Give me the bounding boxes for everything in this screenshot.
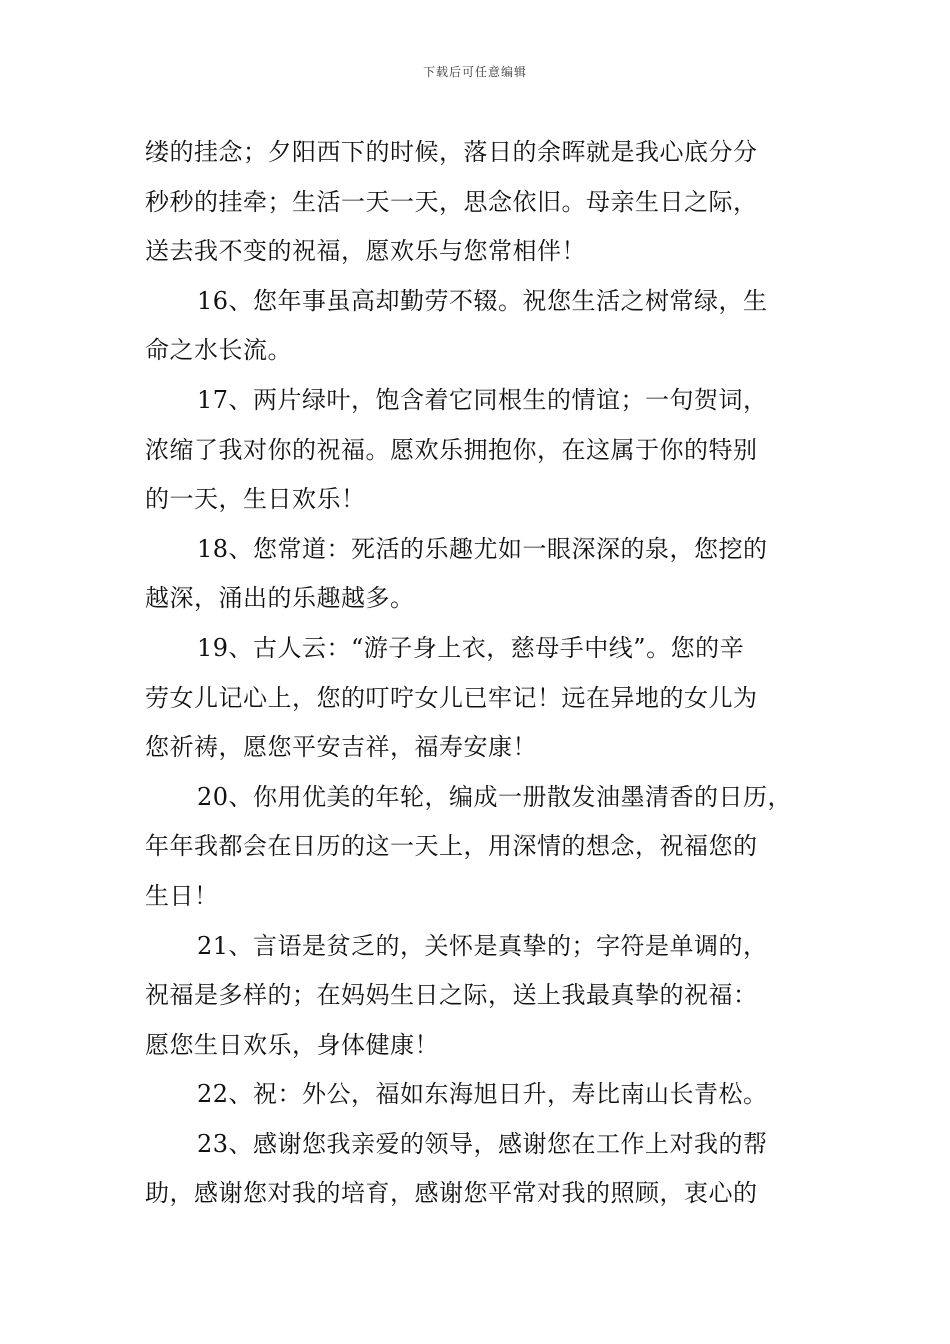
text-line: 秒秒的挂牵；生活一天一天，思念依旧。母亲生日之际， (145, 187, 758, 216)
text-line: 祝福是多样的；在妈妈生日之际，送上我最真挚的祝福： (145, 981, 758, 1010)
paragraph-22-start: 22、祝：外公，福如东海旭日升，寿比南山长青松。 (197, 1080, 768, 1109)
text-line: 您祈祷，愿您平安吉祥，福寿安康！ (145, 733, 537, 762)
text-line: 愿您生日欢乐，身体健康！ (145, 1030, 439, 1059)
text-line: 生日！ (145, 881, 219, 910)
paragraph-18-start: 18、您常道：死活的乐趣尤如一眼深深的泉，您挖的 (197, 534, 768, 563)
paragraph-16-start: 16、您年事虽高却勤劳不辍。祝您生活之树常绿，生 (197, 286, 768, 315)
paragraph-20-start: 20、你用优美的年轮，编成一册散发油墨清香的日历， (197, 782, 793, 811)
text-line: 送去我不变的祝福，愿欢乐与您常相伴！ (145, 237, 586, 266)
paragraph-17-start: 17、两片绿叶，饱含着它同根生的情谊；一句贺词， (197, 385, 768, 414)
paragraph-23-start: 23、感谢您我亲爱的领导，感谢您在工作上对我的帮 (197, 1129, 768, 1158)
paragraph-19-start: 19、古人云：“游子身上衣，慈母手中线”。您的辛 (197, 633, 745, 662)
text-line: 的一天，生日欢乐！ (145, 485, 366, 514)
text-line: 劳女儿记心上，您的叮咛女儿已牢记！远在异地的女儿为 (145, 683, 758, 712)
paragraph-21-start: 21、言语是贫乏的，关怀是真挚的；字符是单调的， (197, 931, 768, 960)
text-line: 命之水长流。 (145, 336, 292, 365)
page-header: 下载后可任意编辑 (422, 65, 527, 79)
text-line: 缕的挂念；夕阳西下的时候，落日的余晖就是我心底分分 (145, 138, 758, 166)
text-line: 越深，涌出的乐趣越多。 (145, 584, 415, 613)
text-line: 助，感谢您对我的培育，感谢您平常对我的照顾，衷心的 (145, 1179, 758, 1208)
text-line: 浓缩了我对你的祝福。愿欢乐拥抱你，在这属于你的特别 (145, 435, 758, 464)
document-body (145, 128, 815, 1219)
text-line: 年年我都会在日历的这一天上，用深情的想念，祝福您的 (145, 832, 758, 861)
